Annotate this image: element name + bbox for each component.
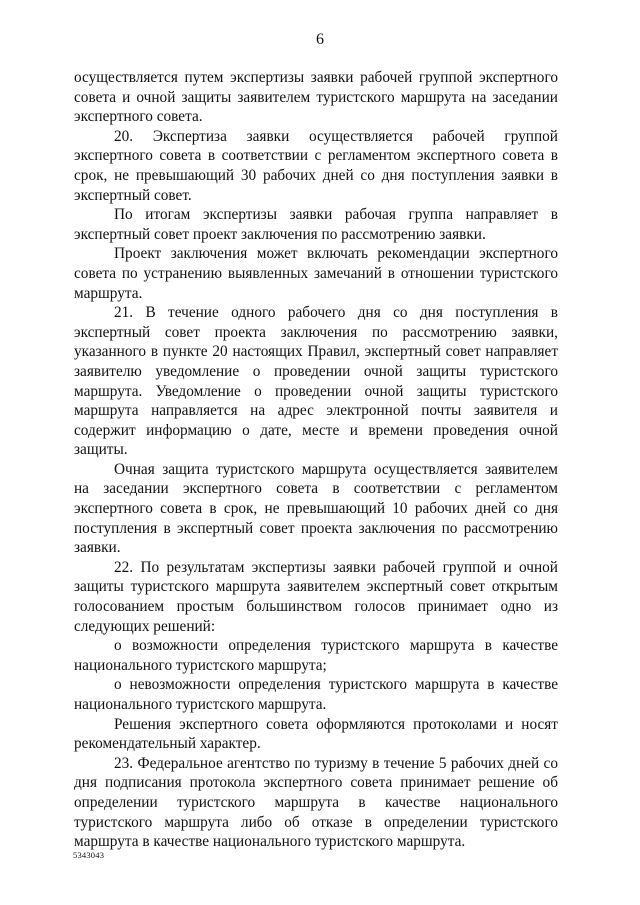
paragraph-continuation: осуществляется путем экспертизы заявки рабочей группой экспертного совета и очной защиты заявителем туристского маршрута на заседании экспертного совета. [74, 69, 558, 126]
paragraph-decisions-protocols: Решения экспертного совета оформляются протоколами и носят рекомендательный характер. [74, 715, 558, 753]
document-body [74, 68, 558, 852]
paragraph-clause-22: 22. По результатам экспертизы заявки рабочей группой и очной защиты туристского маршрута заявителем экспертный совет открытым голосованием простым большинством голосов принимает одно из следующих решений: [74, 558, 558, 635]
paragraph-expert-results: По итогам экспертизы заявки рабочая группа направляет в экспертный совет проект заключения по рассмотрению заявки. [74, 206, 558, 243]
paragraph-oral-defense: Очная защита туристского маршрута осуществляется заявителем на заседании экспертного совета в соответствии с регламентом экспертного совета в срок, не превышающий 10 рабочих дней со дня поступления в экспертный совет проекта заключения по рассмотрению заявки. [74, 460, 558, 557]
paragraph-decision-impossible: о невозможности определения туристского маршрута в качестве национального туристского маршрута. [74, 676, 558, 713]
paragraph-draft-conclusion: Проект заключения может включать рекомендации экспертного совета по устранению выявленных замечаний в отношении туристского маршрута. [74, 245, 558, 302]
page-number: 6 [316, 31, 324, 48]
document-code: 5343043 [73, 850, 105, 860]
paragraph-clause-23: 23. Федеральное агентство по туризму в течение 5 рабочих дней со дня подписания протокола экспертного совета принимает решение об определении туристского маршрута в качестве национального туристского маршрута либо об отказе в определении туристского маршрута в качестве национального туристского маршрута. [74, 754, 558, 851]
paragraph-clause-20: 20. Экспертиза заявки осуществляется рабочей группой экспертного совета в соответствии с регламентом экспертного совета в срок, не превышающий 30 рабочих дней со дня поступления заявки в экспертный совет. [74, 127, 558, 204]
paragraph-clause-21: 21. В течение одного рабочего дня со дня поступления в экспертный совет проекта заключения по рассмотрению заявки, указанного в пункте 20 настоящих Правил, экспертный совет направляет заявителю уведомление о проведении очной защиты туристского маршрута. Уведомление о проведении очной защиты туристского маршрута направляется на адрес электронной почты заявителя и содержит информацию о дате, месте и времени проведения очной защиты. [74, 304, 558, 459]
paragraph-decision-possible: о возможности определения туристского маршрута в качестве национального туристского маршрута; [74, 637, 558, 674]
